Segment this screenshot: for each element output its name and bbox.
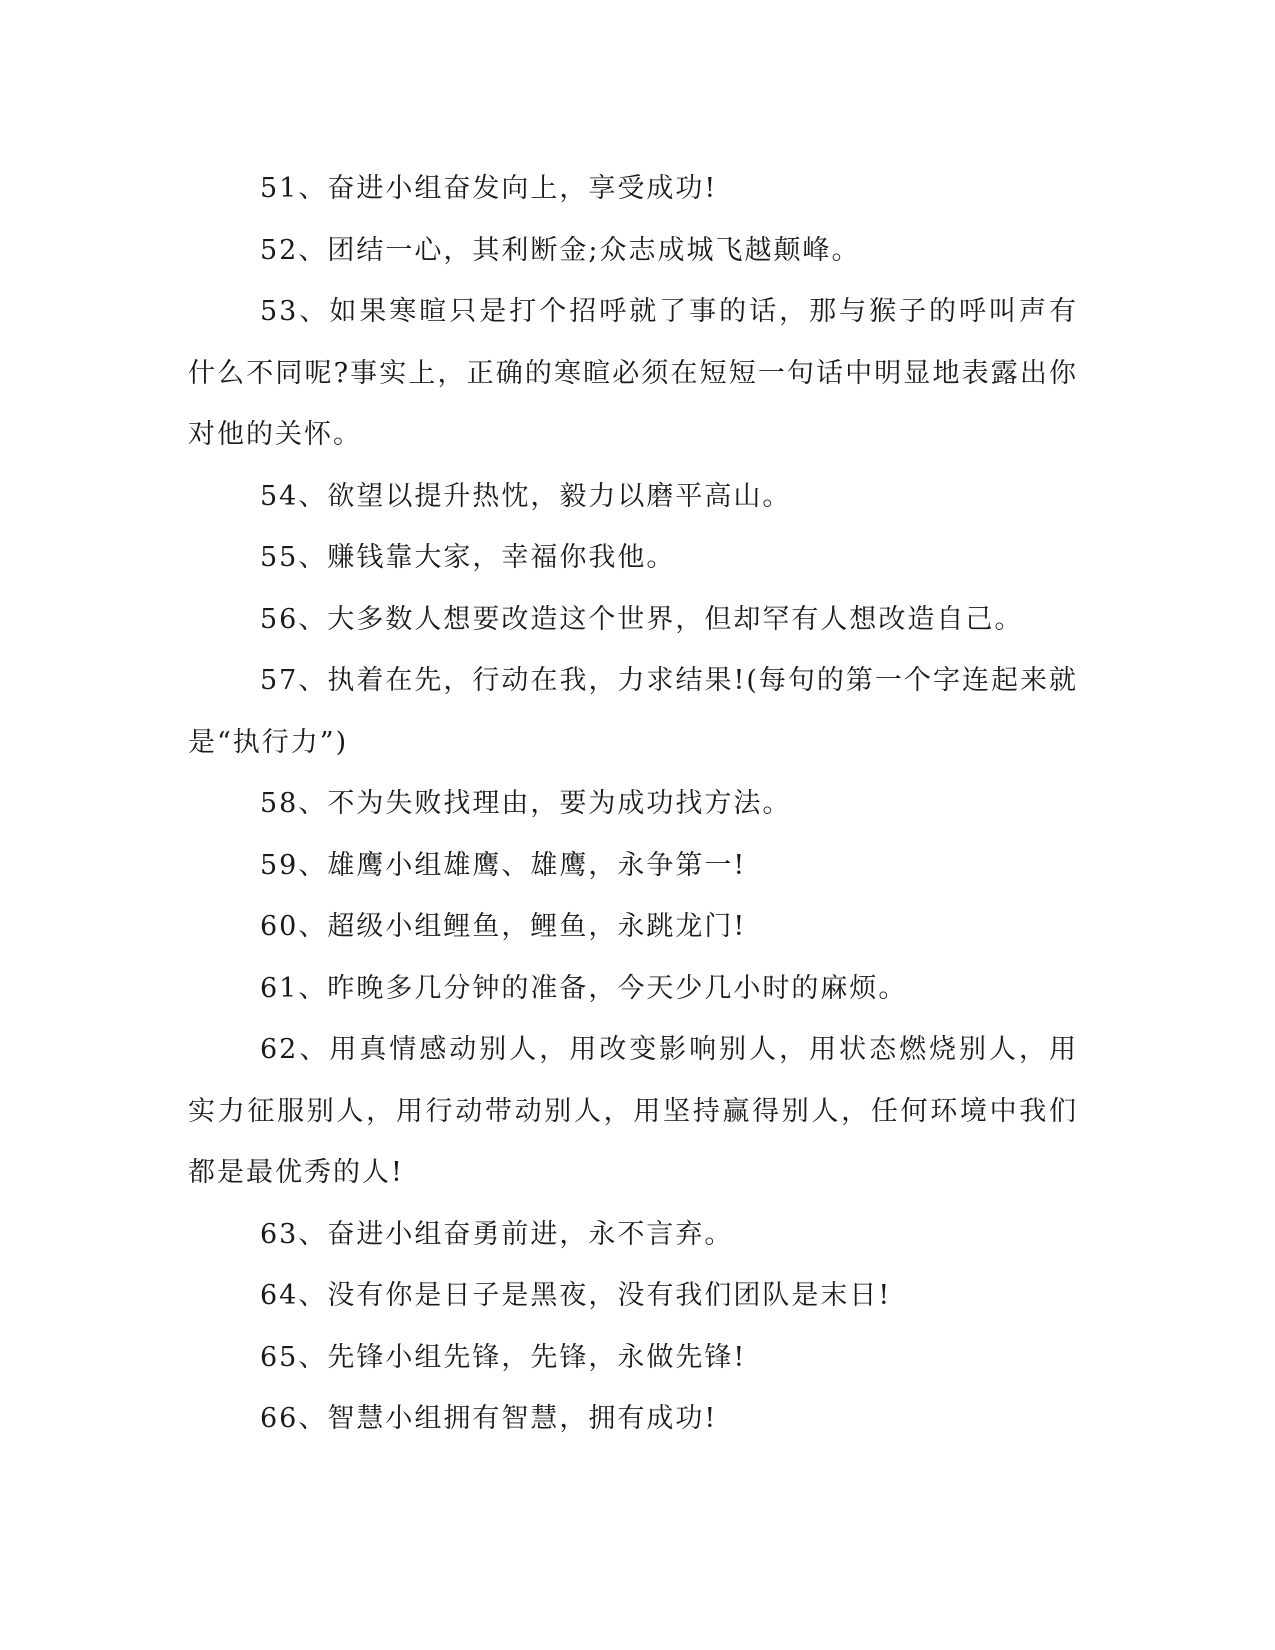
paragraph-66: 66、智慧小组拥有智慧，拥有成功! xyxy=(260,1403,718,1434)
paragraph-63: 63、奋进小组奋勇前进，永不言弃。 xyxy=(260,1218,734,1250)
paragraph-56: 56、大多数人想要改造这个世界，但却罕有人想改造自己。 xyxy=(260,603,1024,635)
paragraph-57: 57、执着在先，行动在我，力求结果!(每句的第一个字连起来就是“执行力”) xyxy=(188,665,1078,758)
paragraph-51: 51、奋进小组奋发向上，享受成功! xyxy=(260,173,718,204)
paragraph-55: 55、赚钱靠大家，幸福你我他。 xyxy=(260,542,676,573)
paragraph-53: 53、如果寒暄只是打个招呼就了事的话，那与猴子的呼叫声有什么不同呢?事实上，正确的寒暄必须在短短一句话中明显地表露出你对他的关怀。 xyxy=(188,296,1078,450)
paragraph-60: 60、超级小组鲤鱼，鲤鱼，永跳龙门! xyxy=(260,911,747,942)
paragraph-64: 64、没有你是日子是黑夜，没有我们团队是末日! xyxy=(260,1280,892,1311)
paragraph-58: 58、不为失败找理由，要为成功找方法。 xyxy=(260,788,792,819)
paragraph-65: 65、先锋小组先锋，先锋，永做先锋! xyxy=(260,1341,747,1373)
paragraph-59: 59、雄鹰小组雄鹰、雄鹰，永争第一! xyxy=(260,849,747,881)
paragraph-61: 61、昨晚多几分钟的准备，今天少几小时的麻烦。 xyxy=(260,972,908,1004)
document-body xyxy=(188,158,1078,1450)
paragraph-62: 62、用真情感动别人，用改变影响别人，用状态燃烧别人，用实力征服别人，用行动带动别人，用坚持赢得别人，任何环境中我们都是最优秀的人! xyxy=(188,1034,1078,1188)
paragraph-52: 52、团结一心，其利断金;众志成城飞越颠峰。 xyxy=(260,234,861,266)
paragraph-54: 54、欲望以提升热忱，毅力以磨平高山。 xyxy=(260,480,792,512)
